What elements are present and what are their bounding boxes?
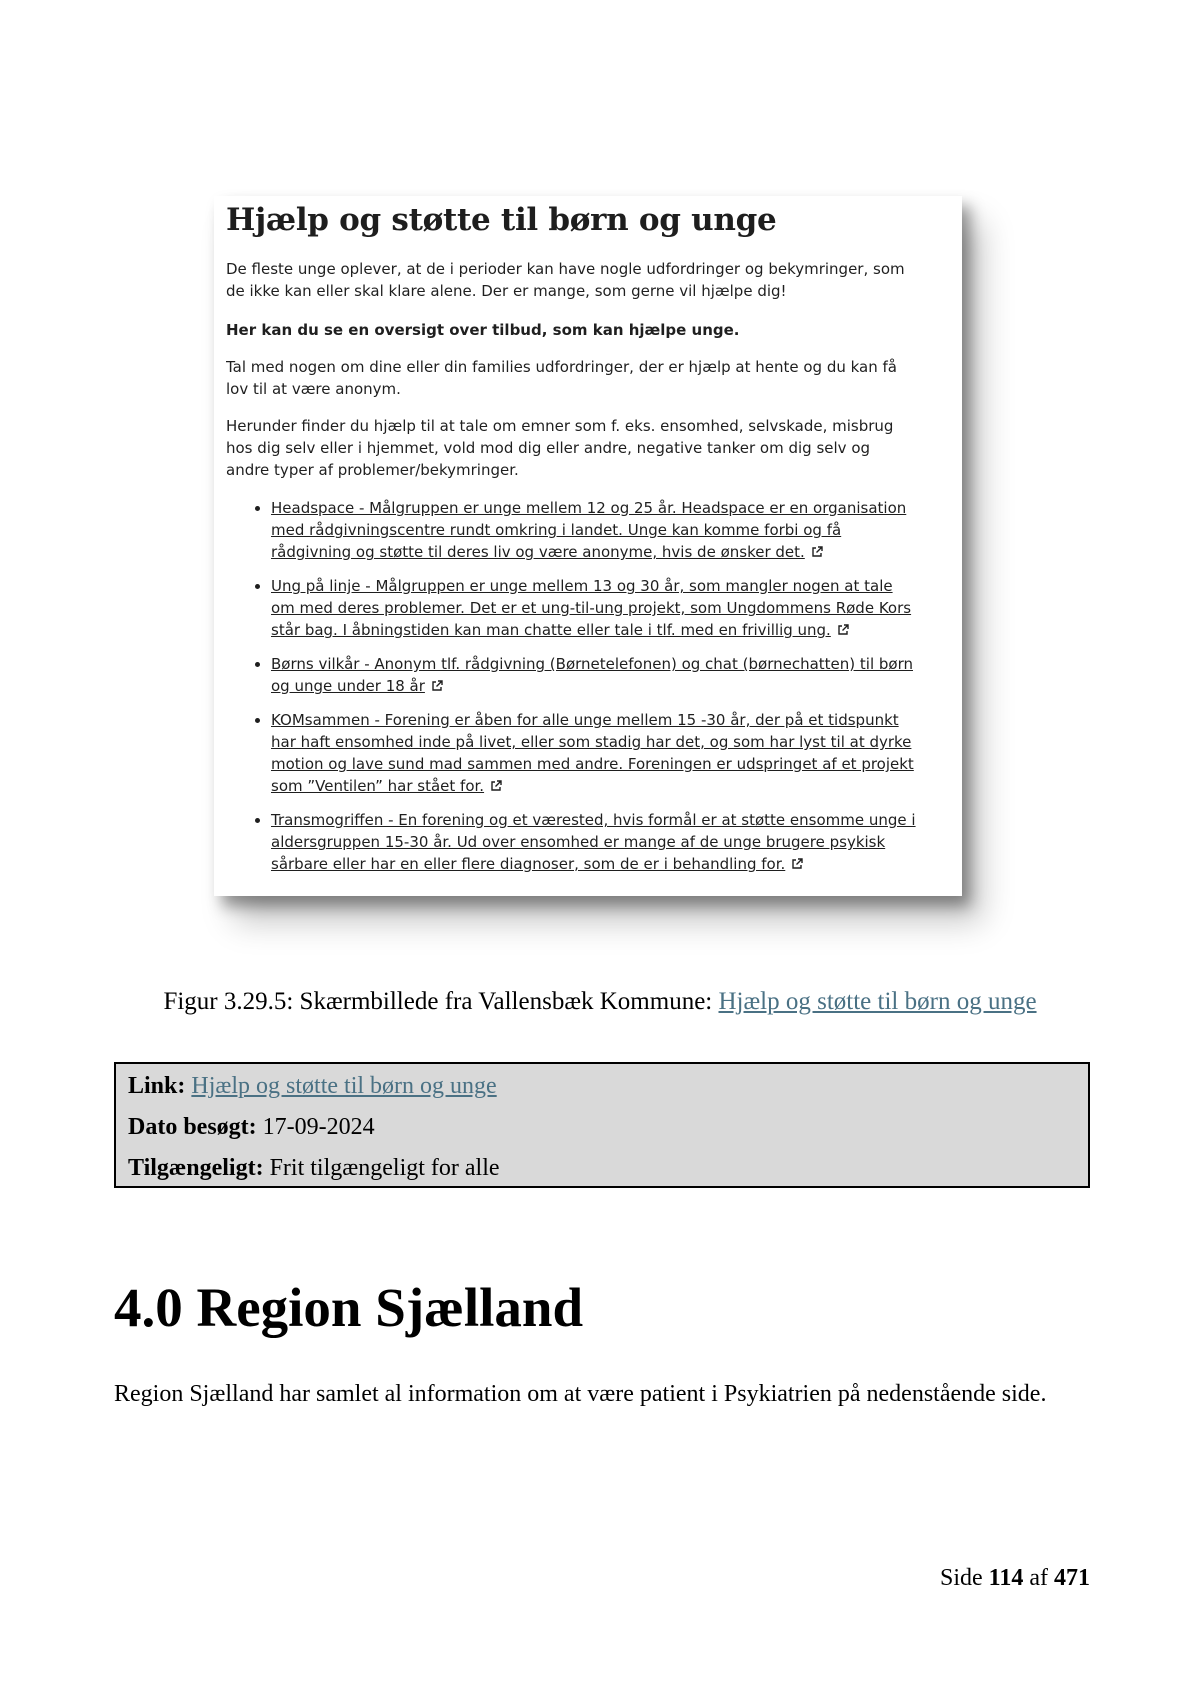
date-label: Dato besøgt: [128,1114,257,1140]
screenshot-paragraph: Herunder finder du hjælp til at tale om emner som f. eks. ensomhed, selvskade, misbrug hos dig selv eller i hjemmet, vold mod dig eller andre, negative tanker om dig selv og andre typer af problemer/bekymringer. [226,417,894,479]
offer-link[interactable]: KOMsammen - Forening er åben for alle unge mellem 15 -30 år, der på et tidspunkt har haft ensomhed inde på livet, eller som stadig har det, og som har lyst til at dyrke motion og lave sund mad sammen med andre. Foreningen er udspringet af et projekt som ”Ventilen” har stået for. [271,711,914,795]
page-of: af [1029,1565,1048,1591]
external-link-icon [791,858,803,870]
page-prefix: Side [939,1565,983,1591]
embedded-screenshot [214,196,962,896]
source-link[interactable]: Hjælp og støtte til børn og unge [191,1073,497,1099]
source-info-box [114,1062,1090,1188]
section-heading: 4.0 Region Sjælland [114,1277,584,1338]
list-item [271,709,916,797]
list-item [271,497,916,563]
offer-link[interactable]: Headspace - Målgruppen er unge mellem 12 og 25 år. Headspace er en organisation med rådgivningscentre rundt omkring i landet. Unge kan komme forbi og få rådgivning og støtte til deres liv og være anonyme, hvis de ønsker det. [271,499,907,561]
total-pages: 471 [1054,1565,1090,1591]
info-row-link [128,1068,1076,1109]
link-label: Link: [128,1073,186,1099]
external-link-icon [490,780,502,792]
screenshot-content [226,196,916,896]
screenshot-paragraph: Tal med nogen om dine eller din families udfordringer, der er hjælp at hente og du kan få lov til at være anonym. [226,358,897,398]
offer-link[interactable]: Børns vilkår - Anonym tlf. rådgivning (Børnetelefonen) og chat (børnechatten) til børn og unge under 18 år [271,655,913,695]
list-item [271,653,916,697]
date-value: 17-09-2024 [262,1114,375,1140]
offer-link[interactable]: Transmogriffen - En forening og et værested, hvis formål er at støtte ensomme unge i aldersgruppen 15-30 år. Ud over ensomhed er mange af de unge brugere psykisk sårbare eller har en eller flere diagnoser, som de er i behandling for. [271,811,916,873]
external-link-icon [431,680,443,692]
caption-link[interactable]: Hjælp og støtte til børn og unge [718,988,1037,1015]
offer-link[interactable]: Ung på linje - Målgruppen er unge mellem 13 og 30 år, som mangler nogen at tale om med deres problemer. Det er et ung-til-ung projekt, som Ungdommens Røde Kors står bag. I åbningstiden kan man chatte eller tale i tlf. med en frivillig ung. [271,577,912,639]
section-body: Region Sjælland har samlet al information om at være patient i Psykiatrien på nedenstående side. [114,1381,1047,1407]
info-row-access [128,1150,1076,1191]
figure-caption [0,988,1200,1016]
screenshot-title: Hjælp og støtte til børn og unge [226,202,777,238]
external-link-icon [837,624,849,636]
access-label: Tilgængeligt: [128,1155,264,1181]
offers-list [226,497,916,875]
list-item [271,575,916,641]
external-link-icon [811,546,823,558]
access-value: Frit tilgængeligt for alle [269,1155,500,1181]
page-number [940,1565,1090,1592]
caption-text: Figur 3.29.5: Skærmbillede fra Vallensbæk Kommune: [163,988,719,1015]
list-item [271,809,916,875]
screenshot-lead: Her kan du se en oversigt over tilbud, som kan hjælpe unge. [226,321,740,339]
current-page: 114 [988,1565,1024,1591]
info-row-date [128,1109,1076,1150]
screenshot-intro: De fleste unge oplever, at de i perioder kan have nogle udfordringer og bekymringer, som de ikke kan eller skal klare alene. Der er mange, som gerne vil hjælpe dig! [226,260,905,300]
